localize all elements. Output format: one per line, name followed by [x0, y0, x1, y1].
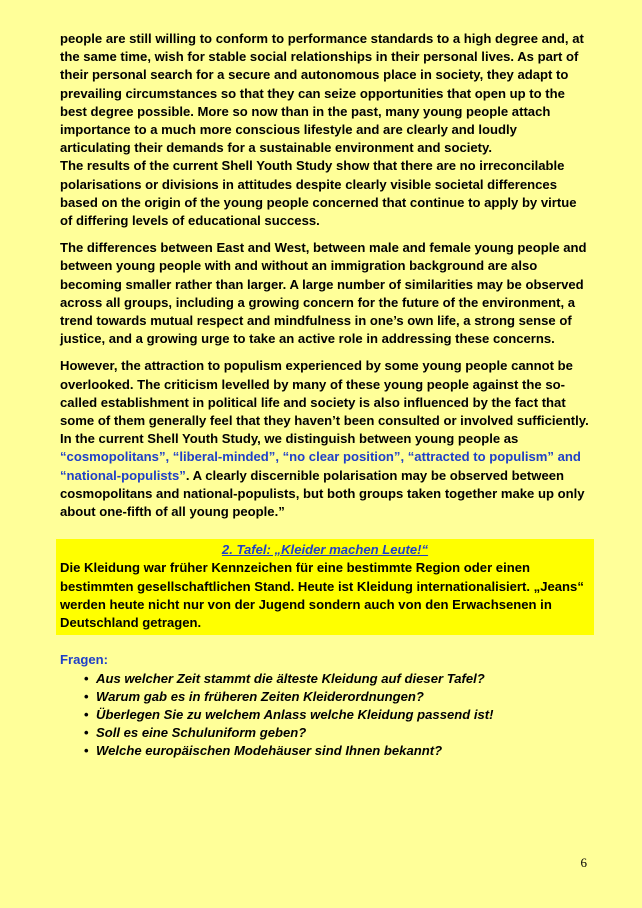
bullet-icon: •: [84, 743, 89, 759]
bullet-icon: •: [84, 706, 89, 722]
bullet-icon: •: [84, 688, 89, 704]
paragraph-2: The results of the current Shell Youth Study show that there are no irreconcilable polarisations or divisions in attitudes despite clearly visible societal differences based on the origin of the young people concerned that continue to apply by virtue of differing levels of educational success.: [60, 158, 577, 229]
paragraph-4: [60, 357, 590, 521]
paragraph-4-start: However, the attraction to populism experienced by some young people cannot be overlooked. The criticism levelled by many of these young people against the so-called establishment in political life and society is also influenced by the fact that some of them generally feel that they haven’t been consulted or involved sufficiently. In the current Shell Youth Study, we distinguish between young people as: [60, 358, 589, 447]
question-item: [60, 670, 590, 688]
question-text: Welche europäischen Modehäuser sind Ihnen bekannt?: [96, 743, 443, 759]
question-item: [60, 742, 590, 760]
box-title: 2. Tafel: „Kleider machen Leute!“: [221, 542, 429, 558]
question-item: [60, 724, 590, 742]
question-item: [60, 706, 590, 724]
highlight-box: [56, 539, 594, 635]
paragraph-4-end: . A clearly discernible polarisation may be observed between cosmopolitans and national-populists, but both groups taken together make up only about one-fifth of all young people.”: [60, 467, 585, 520]
questions-list: [60, 670, 590, 761]
question-text: Aus welcher Zeit stammt die älteste Kleidung auf dieser Tafel?: [96, 670, 485, 686]
questions-heading: Fragen:: [60, 652, 109, 668]
bullet-icon: •: [84, 725, 89, 741]
question-text: Warum gab es in früheren Zeiten Kleiderordnungen?: [96, 688, 424, 704]
paragraph-4-terms: “cosmopolitans”, “liberal-minded”, “no clear position”, “attracted to populism” and “national-populists”: [60, 449, 581, 483]
question-item: [60, 688, 590, 706]
paragraph-3: The differences between East and West, between male and female young people and between young people with and without an immigration background are also becoming smaller rather than larger. A large number of similarities may be observed across all groups, including a growing concern for the future of the environment, a trend towards mutual respect and mindfulness in one’s own life, a strong sense of justice, and a growing urge to take an active role in addressing these concerns.: [60, 240, 587, 347]
box-text: Die Kleidung war früher Kennzeichen für eine bestimmte Region oder einen bestimmten gesellschaftlichen Stand. Heute ist Kleidung internationalisiert. „Jeans“ werden heute nicht nur von der Jugend sondern auch von den Erwachsenen in Deutschland getragen.: [60, 560, 584, 631]
question-text: Überlegen Sie zu welchem Anlass welche Kleidung passend ist!: [96, 706, 494, 722]
paragraph-1: people are still willing to conform to performance standards to a high degree and, at the same time, wish for stable social relationships in their personal lives. As part of their personal search for a secure and autonomous place in society, they adapt to prevailing circumstances so that they can seize opportunities that open up to the best degree possible. More so now than in the past, many young people attach importance to a much more conscious lifestyle and are clearly and loudly articulating their demands for a sustainable environment and society.: [60, 31, 584, 156]
bullet-icon: •: [84, 670, 89, 686]
question-text: Soll es eine Schuluniform geben?: [96, 725, 307, 741]
page-content: [60, 30, 590, 761]
page-number: 6: [580, 855, 587, 870]
